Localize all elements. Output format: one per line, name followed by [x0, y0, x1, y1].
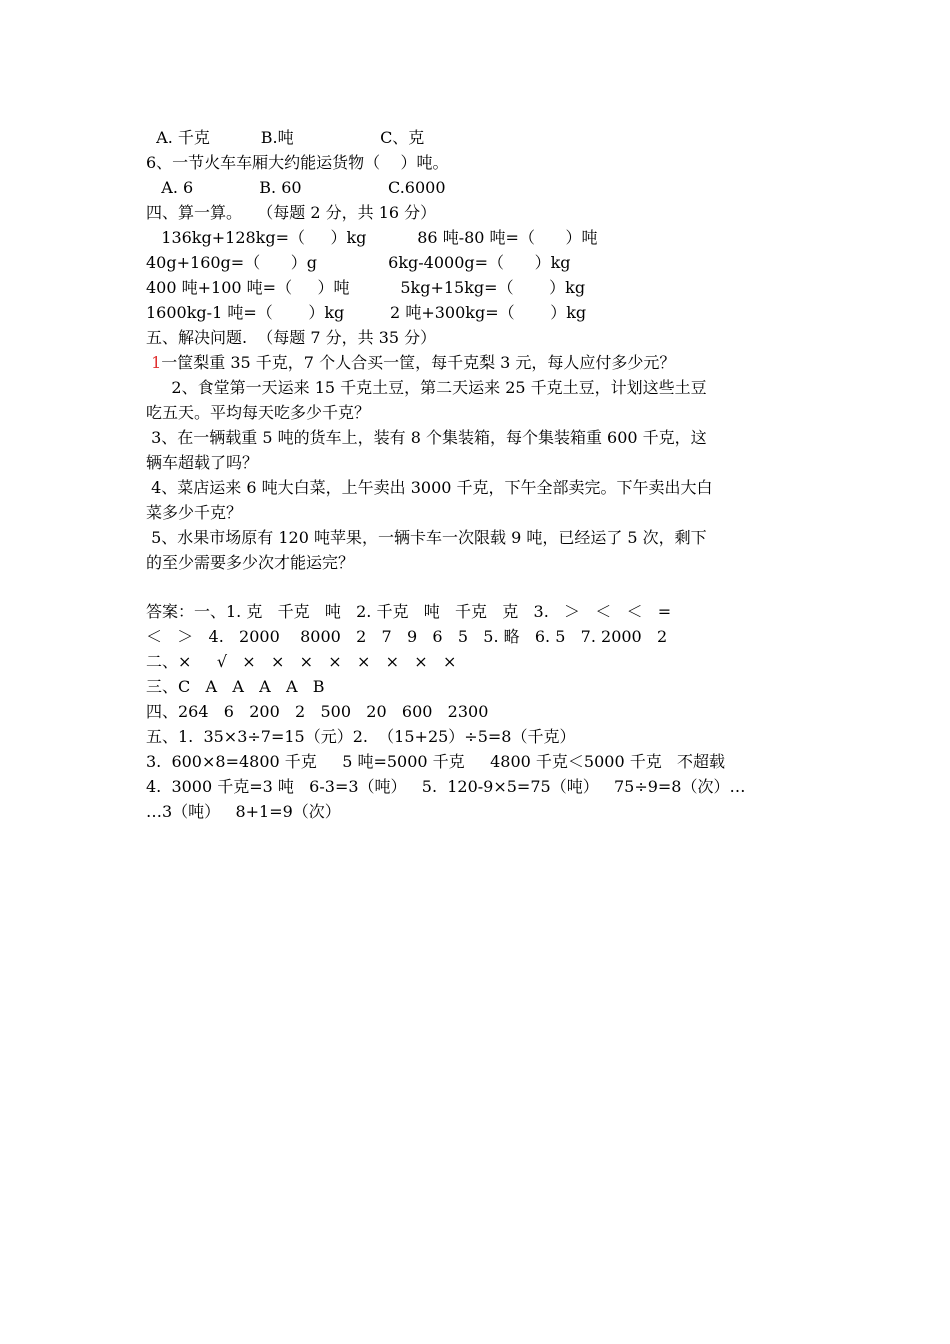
answer-line-9: …3（吨） 8+1=9（次）	[146, 802, 341, 821]
option-line-6: A. 6 B. 60 C.6000	[146, 178, 446, 197]
calc-row-1: 136kg+128kg=（ ）kg 86 吨-80 吨=（ ）吨	[146, 228, 598, 247]
answer-line-1: 答案：一、1. 克 千克 吨 2. 千克 吨 千克 克 3. ＞ ＜ ＜ =	[146, 602, 672, 621]
answer-line-2: ＜ ＞ 4. 2000 8000 2 7 9 6 5 5. 略 6. 5 7. 2000 2	[146, 627, 668, 646]
problem-5-line-2: 的至少需要多少次才能运完？	[146, 553, 355, 572]
calc-row-4: 1600kg-1 吨=（ ）kg 2 吨+300kg=（ ）kg	[146, 303, 587, 322]
problem-2-line-2: 吃五天。平均每天吃多少千克？	[146, 403, 371, 422]
calc-row-2: 40g+160g=（ ）g 6kg-4000g=（ ）kg	[146, 253, 571, 272]
section-5-heading: 五、解决问题. （每题 7 分，共 35 分）	[146, 328, 437, 347]
problem-4-line-2: 菜多少千克？	[146, 503, 243, 522]
section-4-heading: 四、算一算。 （每题 2 分，共 16 分）	[146, 203, 437, 222]
problem-4-line-1: 4、菜店运来 6 吨大白菜，上午卖出 3000 千克，下午全部卖完。下午卖出大白	[146, 478, 713, 497]
problem-1-number: 1	[146, 353, 162, 372]
answer-line-3: 二、× √ × × × × × × × ×	[146, 652, 457, 671]
answer-line-6: 五、1. 35×3÷7=15（元）2. （15+25）÷5=8（千克）	[146, 727, 576, 746]
problem-1-text: 一筐梨重 35 千克，7 个人合买一筐，每千克梨 3 元，每人应付多少元？	[161, 353, 676, 372]
problem-3-line-2: 辆车超载了吗？	[146, 453, 259, 472]
option-line-5: A. 千克 B.吨 C、克	[146, 128, 425, 147]
answer-line-5: 四、264 6 200 2 500 20 600 2300	[146, 702, 489, 721]
answer-line-8: 4. 3000 千克=3 吨 6-3=3（吨） 5. 120-9×5=75（吨） 75÷9=8（次）…	[146, 777, 746, 796]
problem-1	[146, 351, 810, 375]
calc-row-3: 400 吨+100 吨=（ ）吨 5kg+15kg=（ ）kg	[146, 278, 586, 297]
question-6: 6、一节火车车厢大约能运货物（ ）吨。	[146, 153, 449, 172]
problem-5-line-1: 5、水果市场原有 120 吨苹果，一辆卡车一次限载 9 吨，已经运了 5 次，剩下	[146, 528, 707, 547]
answer-line-4: 三、C A A A A B	[146, 677, 325, 696]
problem-3-line-1: 3、在一辆载重 5 吨的货车上，装有 8 个集装箱，每个集装箱重 600 千克，这	[146, 428, 707, 447]
problem-2-line-1: 2、食堂第一天运来 15 千克土豆，第二天运来 25 千克土豆，计划这些土豆	[146, 378, 707, 397]
answer-line-7: 3. 600×8=4800 千克 5 吨=5000 千克 4800 千克＜5000 千克 不超载	[146, 752, 725, 771]
